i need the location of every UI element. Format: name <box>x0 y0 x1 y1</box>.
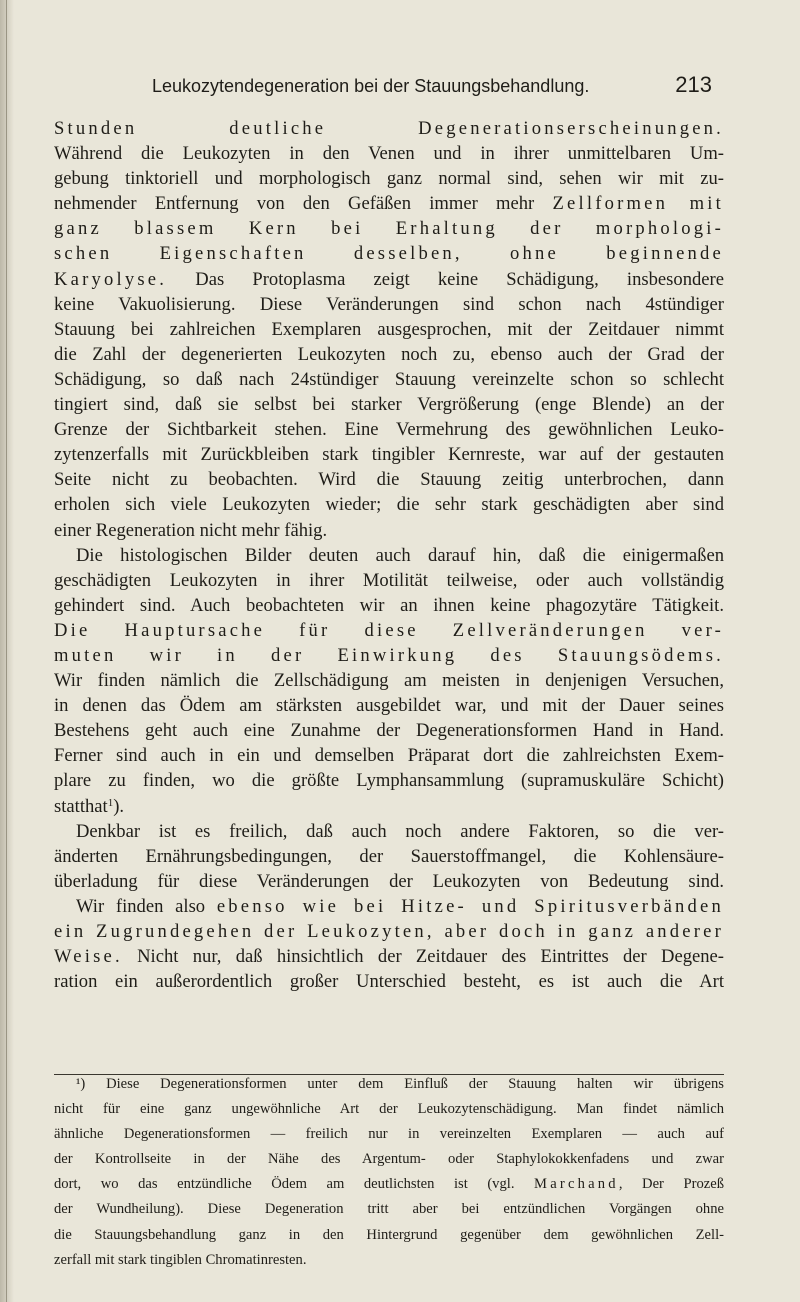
text-run: Denkbar ist es freilich, daß auch noch andere Faktoren, so die ver- <box>76 820 724 842</box>
text-run: ). <box>113 795 125 817</box>
text-line <box>54 768 724 793</box>
text-run: einer Regeneration nicht mehr fähig. <box>54 519 328 541</box>
text-run: erholen sich viele Leukozyten wieder; die sehr stark geschädigten aber sind <box>54 494 724 516</box>
text-run: gebung tinktoriell und morphologisch ganz normal sind, sehen wir mit zu- <box>54 168 724 190</box>
text-run: nicht für eine ganz ungewöhnliche Art der Leukozytenschädigung. Man findet nämlich <box>54 1101 724 1118</box>
text-run: Die Hauptursache für diese Zellveränderungen ver- <box>54 619 724 641</box>
text-line <box>54 593 724 618</box>
text-run: muten wir in der Einwirkung des Stauungsödems. <box>54 644 724 666</box>
text-run: Die histologischen Bilder deuten auch darauf hin, daß die einigermaßen <box>76 544 724 566</box>
text-run: , Der Prozeß <box>618 1176 724 1193</box>
text-line <box>54 492 724 517</box>
text-run: der Kontrollseite in der Nähe des Argentum- oder Staphylokokkenfadens und zwar <box>54 1151 724 1168</box>
footnote-line <box>54 1150 724 1175</box>
footnote-line <box>54 1251 724 1276</box>
spaced-emphasis: Karyolyse. <box>54 268 168 290</box>
text-line <box>54 693 724 718</box>
text-run: geschädigten Leukozyten in ihrer Motilität teilweise, oder auch vollständig <box>54 569 724 591</box>
text-line <box>54 969 724 994</box>
text-run: keine Vakuolisierung. Diese Veränderungen sind schon nach 4stündiger <box>54 293 724 315</box>
spaced-emphasis: Weise. <box>54 946 123 968</box>
text-run: Wir finden nämlich die Zellschädigung am meisten in denjenigen Versuchen, <box>54 670 724 692</box>
text-run: Nicht nur, daß hinsichtlich der Zeitdauer des Eintrittes der Degene- <box>122 946 724 968</box>
text-line <box>54 543 724 568</box>
text-run: zytenzerfalls mit Zurückbleiben stark tingibler Kernreste, war auf der gestauten <box>54 444 724 466</box>
footnote-line <box>54 1226 724 1251</box>
spaced-emphasis: ebenso wie bei Hitze- und Spiritusverbänden <box>216 895 724 917</box>
text-line <box>54 367 724 392</box>
text-line <box>54 643 724 668</box>
text-line <box>54 166 724 191</box>
text-line <box>54 216 724 241</box>
body-text <box>54 116 724 994</box>
text-line <box>54 668 724 693</box>
text-line <box>54 392 724 417</box>
footnote-marker: 1 <box>107 796 114 809</box>
text-run: schen Eigenschaften desselben, ohne beginnende <box>54 243 724 265</box>
text-run: Grenze der Sichtbarkeit stehen. Eine Vermehrung des gewöhnlichen Leuko- <box>54 419 724 441</box>
text-run: statthat <box>54 795 108 817</box>
text-line <box>54 743 724 768</box>
text-line <box>54 944 724 969</box>
text-line <box>54 317 724 342</box>
text-run: die Stauungsbehandlung ganz in den Hintergrund gegenüber dem gewöhnlichen Zell- <box>54 1226 724 1243</box>
text-run: Stunden deutliche Degenerationserscheinungen. <box>54 118 724 139</box>
text-line <box>54 116 724 141</box>
text-run: Seite nicht zu beobachten. Wird die Stauung zeitig unterbrochen, dann <box>54 469 724 491</box>
text-run: ration ein außerordentlich großer Unterschied besteht, es ist auch die Art <box>54 971 724 993</box>
footnote-line <box>54 1100 724 1125</box>
text-run: die Zahl der degenerierten Leukozyten noch zu, ebenso auch der Grad der <box>54 343 724 365</box>
running-head <box>152 74 712 102</box>
page-gutter-shadow <box>0 0 14 1302</box>
footnote <box>54 1075 724 1276</box>
text-line <box>54 191 724 216</box>
text-run: Bestehens geht auch eine Zunahme der Degenerationsformen Hand in Hand. <box>54 720 724 742</box>
text-line <box>54 894 724 919</box>
text-run: plare zu finden, wo die größte Lymphansammlung (supramuskuläre Schicht) <box>54 770 724 792</box>
footnote-line <box>54 1075 724 1100</box>
text-run: änderten Ernährungsbedingungen, der Sauerstoffmangel, die Kohlensäure- <box>54 845 724 867</box>
text-run: tingiert sind, daß sie selbst bei starker Vergrößerung (enge Blende) an der <box>54 394 724 416</box>
text-line <box>54 141 724 166</box>
text-line <box>54 568 724 593</box>
text-line <box>54 794 724 819</box>
text-run: Das Protoplasma zeigt keine Schädigung, insbesondere <box>167 268 724 290</box>
spaced-emphasis: Marchand <box>534 1176 619 1193</box>
spaced-emphasis: Zellformen mit <box>552 193 724 215</box>
footnote-line <box>54 1200 724 1225</box>
text-run: ganz blassem Kern bei Erhaltung der morphologi- <box>54 218 724 240</box>
text-run: Schädigung, so daß nach 24stündiger Stauung vereinzelte schon so schlecht <box>54 368 724 390</box>
text-run: der Wundheilung). Diese Degeneration tritt aber bei entzündlichen Vorgängen ohne <box>54 1201 724 1218</box>
text-run: dort, wo das entzündliche Ödem am deutlichsten ist (vgl. <box>54 1176 535 1193</box>
text-run: gehindert sind. Auch beobachteten wir an ihnen keine phagozytäre Tätigkeit. <box>54 594 724 616</box>
footnote-line <box>54 1175 724 1200</box>
text-line <box>54 518 724 543</box>
page-edge-line <box>6 0 7 1302</box>
text-run: nehmender Entfernung von den Gefäßen immer mehr <box>54 193 553 215</box>
text-run: ähnliche Degenerationsformen — freilich nur in vereinzelten Exemplaren — auch auf <box>54 1126 724 1143</box>
text-line <box>54 618 724 643</box>
text-line <box>54 919 724 944</box>
text-line <box>54 417 724 442</box>
text-line <box>54 844 724 869</box>
text-line <box>54 819 724 844</box>
text-run: Ferner sind auch in ein und demselben Präparat dort die zahlreichsten Exem- <box>54 745 724 767</box>
text-line <box>54 267 724 292</box>
text-run: ein Zugrundegehen der Leukozyten, aber doch in ganz anderer <box>54 921 724 942</box>
text-run: zerfall mit stark tingiblen Chromatinresten. <box>54 1251 307 1268</box>
text-run: überladung für diese Veränderungen der Leukozyten von Bedeutung sind. <box>54 870 724 892</box>
page-number: 213 <box>675 72 712 97</box>
text-run: Während die Leukozyten in den Venen und in ihrer unmittelbaren Um- <box>54 143 724 165</box>
footnote-line <box>54 1125 724 1150</box>
text-line <box>54 467 724 492</box>
text-line <box>54 718 724 743</box>
text-line <box>54 342 724 367</box>
text-run: Wir finden also <box>76 895 217 917</box>
text-line <box>54 442 724 467</box>
text-run: Stauung bei zahlreichen Exemplaren ausgesprochen, mit der Zeitdauer nimmt <box>54 318 724 340</box>
text-run: ¹) Diese Degenerationsformen unter dem Einfluß der Stauung halten wir übrigens <box>76 1076 724 1092</box>
text-line <box>54 241 724 266</box>
text-line <box>54 869 724 894</box>
text-line <box>54 292 724 317</box>
text-run: in denen das Ödem am stärksten ausgebildet war, und mit der Dauer seines <box>54 695 724 717</box>
running-title: Leukozytendegeneration bei der Stauungsbehandlung. <box>152 76 590 96</box>
